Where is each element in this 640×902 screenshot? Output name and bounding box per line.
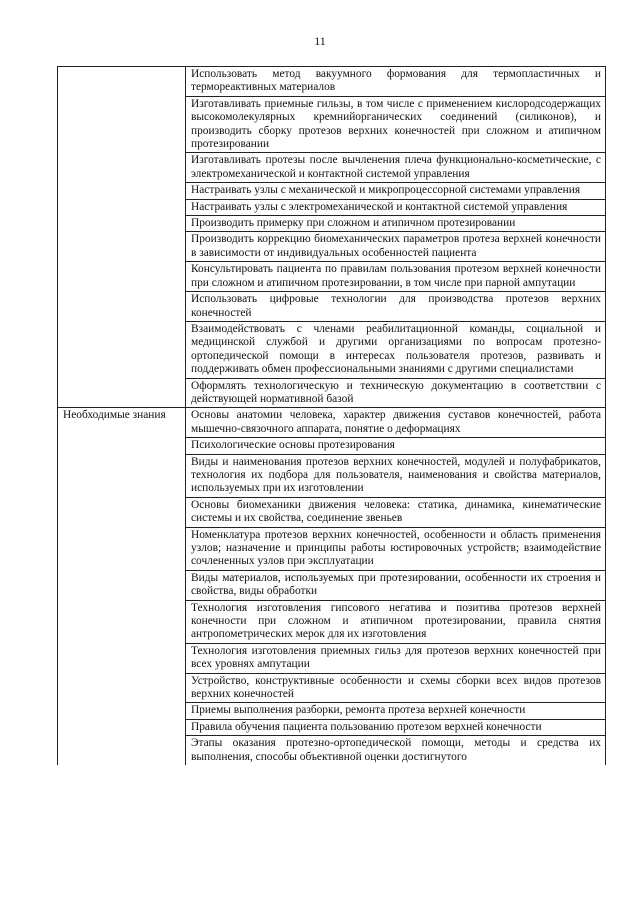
section-label: Необходимые знания [58, 408, 186, 765]
requirement-item: Использовать метод вакуумного формования для термопластичных и термореактивных материалов [186, 67, 606, 97]
table-row [58, 67, 606, 97]
requirement-item: Виды и наименования протезов верхних конечностей, модулей и полуфабрикатов, технология их подбора для пользователя, наименования и свойства материалов, используемых при их изготовлении [186, 454, 606, 497]
requirement-item: Технология изготовления приемных гильз для протезов верхних конечностей при всех уровнях ампутации [186, 643, 606, 673]
requirement-item: Правила обучения пациента пользованию протезом верхней конечности [186, 719, 606, 735]
requirement-item: Использовать цифровые технологии для производства протезов верхних конечностей [186, 292, 606, 322]
table-row [58, 408, 606, 438]
requirement-item: Производить примерку при сложном и атипичном протезировании [186, 216, 606, 232]
requirement-item: Этапы оказания протезно-ортопедической помощи, методы и средства их выполнения, способы объективной оценки достигнутого [186, 736, 606, 765]
requirement-item: Консультировать пациента по правилам пользования протезом верхней конечности при сложном и атипичном протезировании, в том числе при парной ампутации [186, 262, 606, 292]
requirement-item: Устройство, конструктивные особенности и схемы сборки всех видов протезов верхних конечностей [186, 673, 606, 703]
requirement-item: Технология изготовления гипсового негатива и позитива протезов верхней конечности при сложном и атипичном протезировании, правила снятия антропометрических мерок для их изготовления [186, 600, 606, 643]
requirement-item: Настраивать узлы с механической и микропроцессорной системами управления [186, 183, 606, 199]
requirement-item: Оформлять технологическую и техническую документацию в соответствии с действующей нормативной базой [186, 378, 606, 408]
requirement-item: Основы биомеханики движения человека: статика, динамика, кинематические системы и их свойства, соединение звеньев [186, 497, 606, 527]
requirement-item: Производить коррекцию биомеханических параметров протеза верхней конечности в зависимости от индивидуальных особенностей пациента [186, 232, 606, 262]
requirement-item: Виды материалов, используемых при протезировании, особенности их строения и свойства, виды обработки [186, 570, 606, 600]
requirement-item: Взаимодействовать с членами реабилитационной команды, социальной и медицинской службой и другими организациями по вопросам протезно-ортопедической помощи в интересах пользователя протезов, развивать и поддерживать обмен профессиональными знаниями с другими специалистами [186, 321, 606, 378]
requirement-item: Психологические основы протезирования [186, 438, 606, 454]
requirement-item: Изготавливать протезы после вычленения плеча функционально-косметические, с электромеханической и контактной системой управления [186, 153, 606, 183]
section-label [58, 67, 186, 408]
page-number: 11 [314, 34, 326, 48]
requirement-item: Номенклатура протезов верхних конечностей, особенности и область применения узлов; назначение и принципы работы юстировочных устройств; взаимодействие сочлененных узлов при эксплуатации [186, 527, 606, 570]
requirements-table [57, 66, 606, 765]
requirement-item: Основы анатомии человека, характер движения суставов конечностей, работа мышечно-связочного аппарата, понятие о деформациях [186, 408, 606, 438]
requirement-item: Изготавливать приемные гильзы, в том числе с применением кислородсодержащих высокомолекулярных кремнийорганических соединений (силиконов), и производить сборку протезов верхних конечностей при сложном и атипичном протезировании [186, 96, 606, 153]
requirement-item: Настраивать узлы с электромеханической и контактной системой управления [186, 199, 606, 215]
requirement-item: Приемы выполнения разборки, ремонта протеза верхней конечности [186, 703, 606, 719]
